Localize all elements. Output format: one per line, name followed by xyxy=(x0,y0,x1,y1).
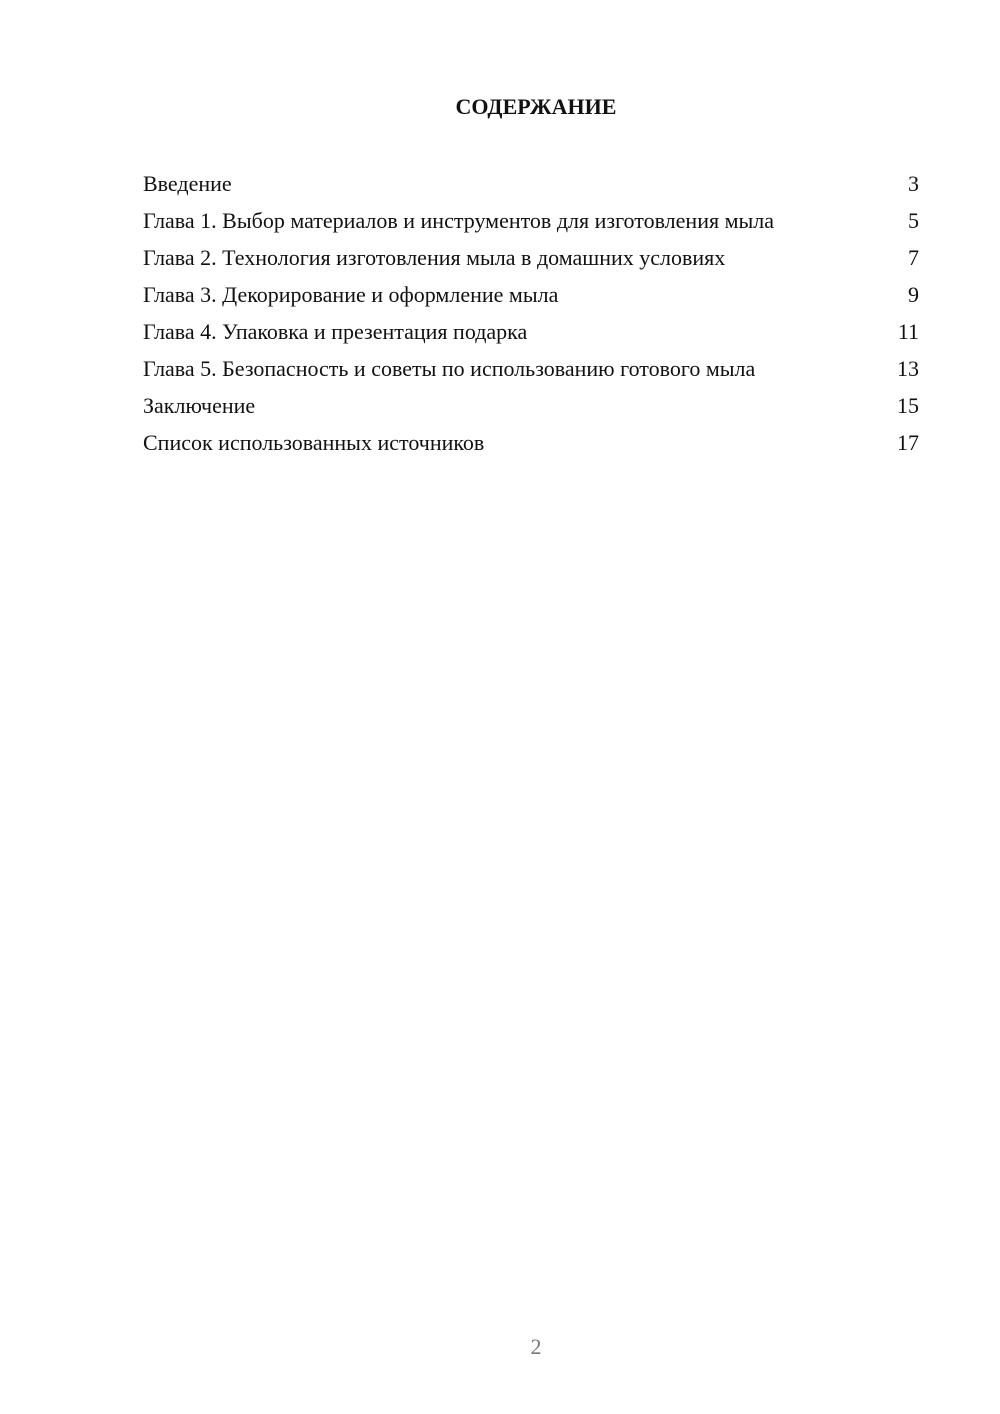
toc-entry-page-number: 17 xyxy=(897,430,919,455)
toc-entry-title: Введение xyxy=(143,171,232,196)
toc-entry-title: Глава 1. Выбор материалов и инструментов для изготовления мыла xyxy=(143,208,775,233)
toc-entry-chapter-3[interactable] xyxy=(143,281,919,308)
toc-entry-page-number: 9 xyxy=(908,282,919,307)
toc-entry-title: Заключение xyxy=(143,393,256,418)
toc-entry-page-number: 3 xyxy=(908,171,919,196)
toc-entry-page-number: 5 xyxy=(908,208,919,233)
toc-entry-conclusion[interactable] xyxy=(143,392,919,419)
toc-entry-chapter-4[interactable] xyxy=(143,318,919,345)
table-of-contents xyxy=(143,170,919,466)
toc-entry-title: Список использованных источников xyxy=(143,430,485,455)
toc-entry-page-number: 13 xyxy=(897,356,919,381)
toc-entry-introduction[interactable] xyxy=(143,170,919,197)
toc-title: СОДЕРЖАНИЕ xyxy=(455,94,617,119)
toc-entry-title: Глава 4. Упаковка и презентация подарка xyxy=(143,319,528,344)
toc-entry-chapter-2[interactable] xyxy=(143,244,919,271)
page-number: 2 xyxy=(530,1334,542,1359)
toc-entry-page-number: 11 xyxy=(897,319,919,344)
toc-entry-chapter-1[interactable] xyxy=(143,207,919,234)
toc-entry-references[interactable] xyxy=(143,429,919,456)
toc-entry-page-number: 15 xyxy=(897,393,919,418)
toc-entry-chapter-5[interactable] xyxy=(143,355,919,382)
toc-entry-title: Глава 2. Технология изготовления мыла в домашних условиях xyxy=(143,245,726,270)
toc-entry-title: Глава 5. Безопасность и советы по использованию готового мыла xyxy=(143,356,756,381)
toc-heading xyxy=(0,94,1000,120)
toc-entry-page-number: 7 xyxy=(908,245,919,270)
toc-entry-title: Глава 3. Декорирование и оформление мыла xyxy=(143,282,559,307)
